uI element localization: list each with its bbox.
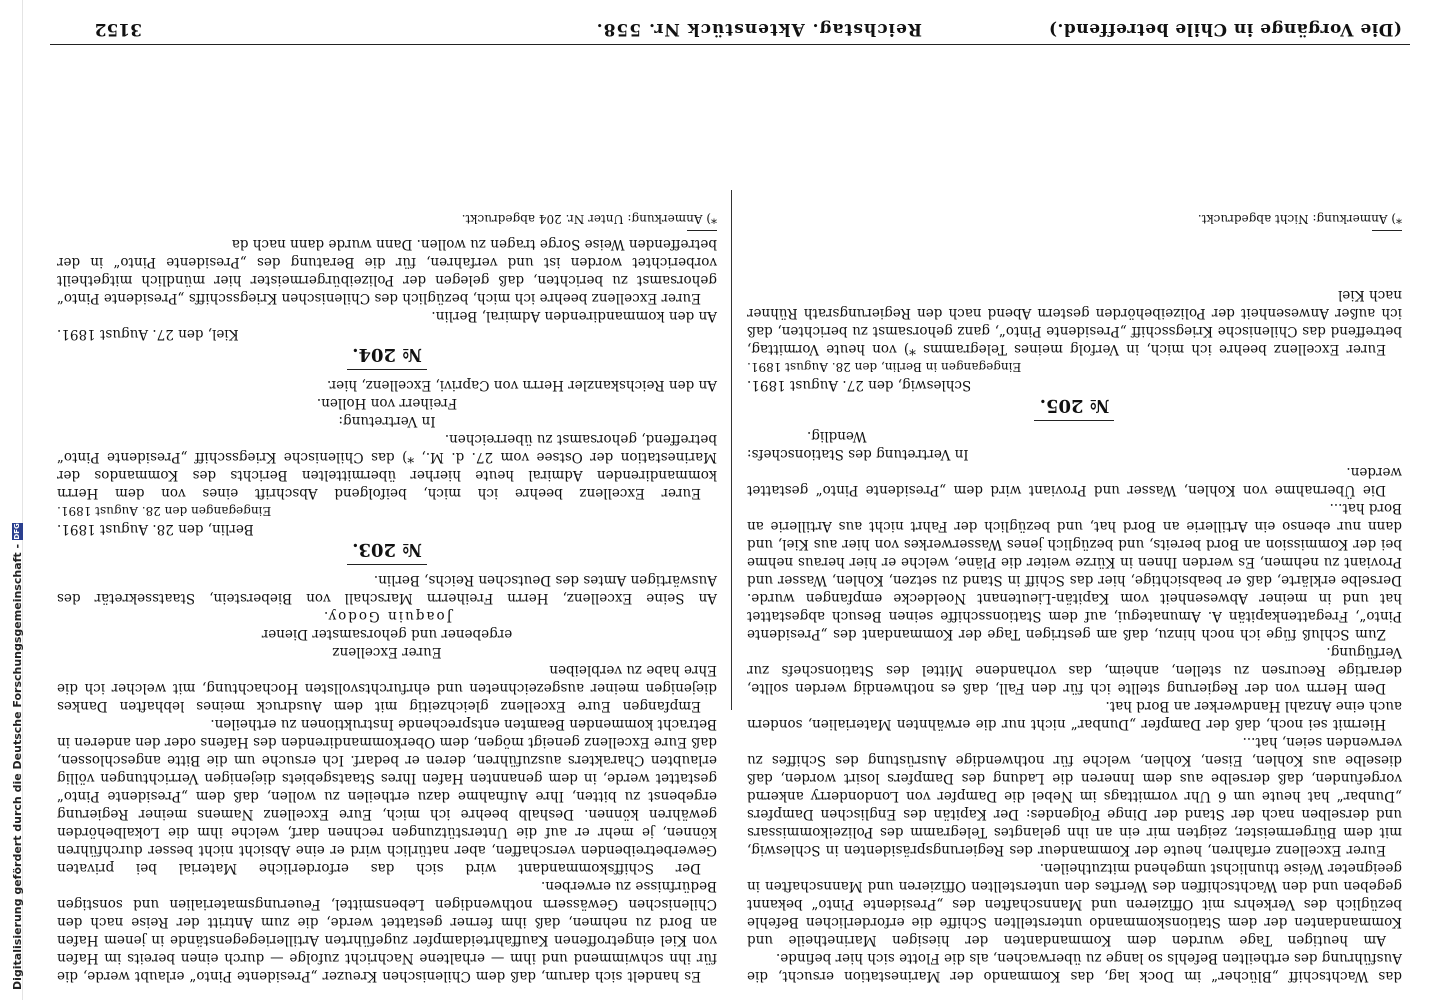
paragraph: Eurer Excellenz beehre ich mich, beifolgend Abschrift eines von dem Herrn kommandirenden Admiral heute hierher übermittelten Berichts des Kommandos der Marinestation der Ostsee vom 27. d. M., *) das Chilenische Kriegsschiff „Presidente Pinto“ betreffend, gehorsamst zu überreichen. <box>57 431 717 501</box>
paragraph: Eurer Excellenz erfahren, heute der Kommandeur des Regierungspräsidenten in Schleswig, mit dem Bürgermeister, zeigten mir ein an ihn gelangtes Telegramm des Polizeikommissars und derselben nach der Stand der Dinge Folgendes: Der Kapitän des Englischen Dampfers „Dunbar“ hat heute um 6 Uhr vormittags im Nebel die Dampfer von Londonderry ankernd vorgefunden, daß derselbe aus dem Inneren die Ladung des Dampfers losirt worden, daß dieselbe aus Kohlen, Eisen, Kohlen, welche für nothwendige Ausrüstung des Schiffes zu verwenden seien, hat... <box>747 734 1402 858</box>
dateline: Berlin, den 28. August 1891. <box>57 521 254 537</box>
address: An den Reichskanzler Herrn von Caprivi, Excellenz, hier. <box>326 377 717 393</box>
running-head-subject: (Die Vorgänge in Chile betreffend.) <box>1048 19 1402 39</box>
separator <box>347 369 427 370</box>
sidebar-strip <box>0 0 23 1000</box>
address: An den kommandirenden Admiral, Berlin. <box>431 308 717 324</box>
scanned-page <box>22 0 1432 1000</box>
dfg-logo: DFG <box>13 523 21 540</box>
paragraph: das Wachtschiff „Blücher“ im Dock lag, das Kommando der Marinestation ersucht, die Ausführung des ertheilten Befehls so lange zu überwachen, als die Flotte sich hier befinde. <box>747 950 1402 984</box>
paragraph: Es handelt sich darum, daß dem Chilenischen Kreuzer „Presidente Pinto“ erlaubt werde, die für ihn schwimmend und ihm — erhaltene Nachricht zufolge — durch einen bereits im Hafen von Kiel eingetroffenen Kauffahrteidampfer zugeführten Artilleriegegenstände in jenem Hafen an Bord zu nehmen, daß ihm ferner gestattet werde, die zum Antritt der Reise nach den Chilenischen Gewässern nothwendigen Lebensmittel, Feuerungsmaterialien und sonstigen Bedürfnisse zu erwerben. <box>57 878 717 984</box>
dateline: Schleswig, den 27. August 1891. <box>747 377 972 393</box>
footnote: *) Anmerkung: Nicht abgedruckt. <box>1197 212 1402 226</box>
closing-phrase: ergebener und gehorsamster Diener <box>261 626 513 642</box>
paragraph: Zum Schluß füge ich noch hinzu, daß am gestrigen Tage der Kommandant des „Presidente Pinto“, Fregattenkapitän A. Amunategui, auf dem Stationsschiffe seinen Besuch abgestattet hat und in meiner Abwesenheit vom Kapitän-Lieutenant Noeldecke empfangen wurde. Derselbe erklärte, daß er beabsichtige, hier das Schiff in Stand zu setzen, Kohlen, Wasser und Proviant zu nehmen, Es werden Ihnen in Kürze weiter die Pläne, welche er hier heraus nehme bei der Kommission an Bord bereits, und bezüglich jenes Wasserwerkes von hier aus Kiel, und dann nur ebenso ein Artillerie an Bord hat, und bezüglich der Fahrt nicht aus Artillerie an Bord hat... <box>747 500 1402 642</box>
left-column <box>747 210 1402 985</box>
page-number: 3152 <box>94 19 142 39</box>
header-rule <box>50 44 1410 45</box>
dfg-note-text: Digitalisierung gefördert durch die Deutsche Forschungsgemeinschaft - <box>11 543 24 990</box>
signature-label: In Vertretung: <box>338 413 436 429</box>
paragraph: Der Schiffskommandant wird sich das erforderliche Material bei privaten Gewerbetreibenden verschaffen, aber natürlich wird er eine Absicht nicht besser durchführen können, je mehr er auf die Unterstützungen rechnen darf, welche ihm die Lokalbehörden gewähren können. Deshalb beehre ich mich, Eure Excellenz Namens meiner Regierung ergebenst zu bitten, Ihre Aufnahme dazu ertheilen zu wollen, daß dem „Presidente Pinto“ gestattet werde, in dem genannten Hafen Ihres Staatsgebiets diejenigen Verrichtungen völlig erlaubten Charakters auszuführen, deren er bedarf. Ich ersuche um die Bitte angeschlossen, daß Eure Excellenz geneigt mögen, dem Oberkommandirenden des Hafens oder den anderen in Betracht kommenden Beamten entsprechende Instruktionen zu ertheilen. <box>57 716 717 876</box>
document-heading: № 204. <box>352 344 422 365</box>
paragraph: Dem Herrn von der Regierung stellte ich für den Fall, daß es nothwendig werden sollte, derartige Recursen zu stellen, anheim, das vorhandene Mittel des Stationschefs zur Verfügung. <box>747 644 1402 696</box>
signature-name: Freiherr von Hollen. <box>316 395 458 411</box>
received-note: Eingegangen in Berlin, den 28. August 1891. <box>747 360 1022 374</box>
paragraph: Hiermit sei noch, daß der Dampfer „Dunbar“ nicht nur die erwähnten Materialien, sondern auch eine Anzahl Handwerker an Bord hat. <box>747 698 1402 732</box>
left-column-text <box>747 235 1402 985</box>
signature-name: Wendlig. <box>807 428 867 444</box>
dateline: Kiel, den 27. August 1891. <box>57 326 239 342</box>
separator <box>347 564 427 565</box>
column-divider <box>731 190 732 710</box>
footnote-rule <box>687 230 717 231</box>
closing-salutation: Eurer Excellenz <box>332 644 442 660</box>
received-note: Eingegangen den 28. August 1891. <box>57 504 272 518</box>
footnote-rule <box>1372 230 1402 231</box>
paragraph: Eurer Excellenz beehre ich mich, bezüglich des Chilenischen Kriegsschiffs „Presidente Pinto“ gehorsamst zu berichten, daß gelegen der Polizeibürgermeister hier mündlich mitgetheilt vorberichtet worden ist und verfahren, für die Beratung des „Presidente Pinto“ in der betreffenden Weise Sorge tragen zu wollen. Dann wurde dann nach da <box>57 236 717 306</box>
right-column-text <box>57 235 717 985</box>
separator <box>1035 420 1115 421</box>
signature: Joaquin Godoy. <box>321 608 453 624</box>
running-head-title: Reichstag. Aktenstück Nr. 558. <box>595 19 922 39</box>
document-heading: № 205. <box>1039 395 1110 416</box>
footnote: *) Anmerkung: Unter Nr. 204 abgedruckt. <box>461 212 717 226</box>
right-column <box>57 210 717 985</box>
paragraph: Die Übernahme von Kohlen, Wasser und Proviant wird dem „Presidente Pinto“ gestattet werden. <box>747 464 1402 498</box>
document-heading: № 203. <box>352 539 422 560</box>
paragraph: Am heutigen Tage wurden dem Kommandanten der hiesigen Marinetheile und Kommandanten der dem Stationskommando unterstellten Schiffe die erforderlichen Befehle bezüglich des Verkehrs mit Offizieren und Mannschaften des „Presidente Pinto“ bekannt gegeben und den Wachtschiffen des Werftes den unterstellten Offizieren und Mannschaften in geeigneter Weise thunlichst umgehend mitzutheilen. <box>747 860 1402 948</box>
paragraph: Eurer Excellenz beehre ich mich, in Verfolg meines Telegramms *) von heute Vormittag, betreffend das Chilenische Kriegsschiff „Presidente Pinto“, ganz gehorsamst zu berichten, daß ich außer Anwesenheit der Polizeibehörden gestern Abend nach den Regierungsrath Rühner nach Kiel <box>747 287 1402 357</box>
address: An Seine Excellenz, Herrn Freiherrn Marschall von Bieberstein, Staatssekretär des Auswärtigen Amtes des Deutschen Reichs, Berlin. <box>57 572 717 606</box>
paragraph: Empfangen Eure Excellenz gleichzeitig mit dem Ausdruck meines lebhaften Dankes diejenigen meiner ausgezeichneten und ehrfurchtsvollsten Hochachtung, mit welcher ich die Ehre habe zu verbleiben <box>57 662 717 714</box>
signature-label: In Vertretung des Stationschefs: <box>747 446 969 462</box>
